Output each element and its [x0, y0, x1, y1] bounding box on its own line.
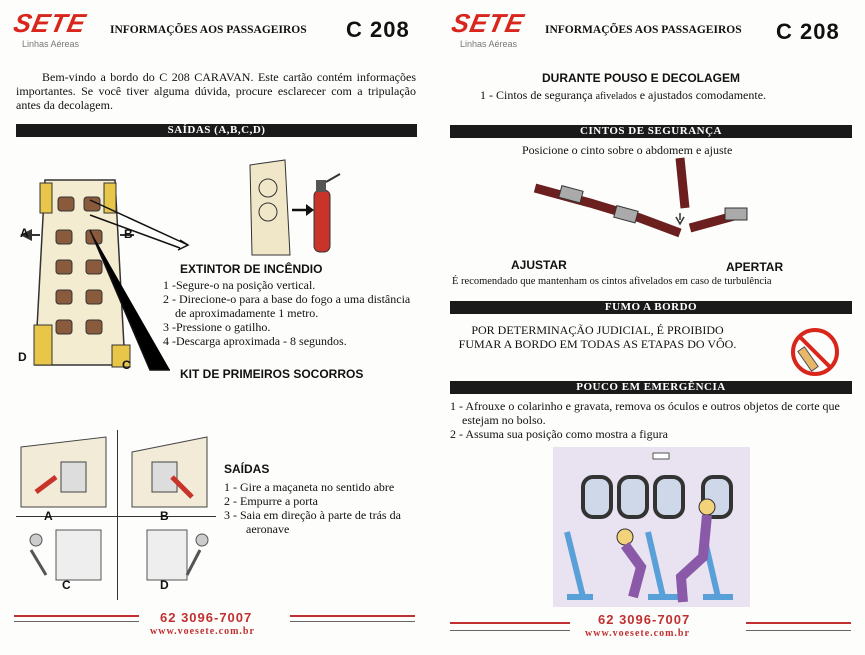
footer-rule	[14, 615, 139, 617]
emergency-step: 2 - Assuma sua posição como mostra a figura	[450, 427, 668, 441]
logo-brand: SETE	[10, 8, 90, 38]
landing-text-small: afivelados	[595, 91, 637, 102]
brace-position-illustration	[553, 447, 750, 607]
exit-panel-label-a: A	[44, 509, 53, 523]
extinguisher-step: 1 -Segure-o na posição vertical.	[163, 278, 316, 292]
cabin-label-c: C	[122, 358, 131, 372]
extinguisher-title: EXTINTOR DE INCÊNDIO	[180, 262, 323, 276]
website-link[interactable]: www.voesete.com.br	[150, 626, 255, 637]
seatbelts-instruction: Posicione o cinto sobre o abdomem e ajuste	[522, 143, 733, 157]
extinguisher-step: 3 -Pressione o gatilho.	[163, 320, 271, 334]
grid-divider-v	[117, 430, 118, 600]
first-aid-kit-label: KIT DE PRIMEIROS SOCORROS	[180, 367, 364, 381]
footer-rule	[746, 622, 851, 624]
page-title: INFORMAÇÕES AOS PASSAGEIROS	[545, 24, 742, 36]
phone-number: 62 3096-7007	[598, 612, 691, 627]
footer-rule	[450, 622, 570, 624]
adjust-label: AJUSTAR	[511, 258, 567, 272]
aircraft-code: C 208	[346, 17, 410, 42]
exit-illustration-b	[122, 432, 217, 512]
seatbelts-section-bar: CINTOS DE SEGURANÇA	[450, 125, 852, 138]
fasten-label: APERTAR	[726, 260, 784, 274]
exits-section-bar: SAÍDAS (A,B,C,D)	[16, 124, 417, 137]
emergency-section-bar: POUCO EM EMERGÊNCIA	[450, 381, 852, 394]
footer-rule	[746, 630, 851, 631]
seatbelt-illustration	[530, 158, 790, 250]
welcome-text: Bem-vindo a bordo do C 208 CARAVAN. Este cartão contém informações importantes. Se você tiver alguma dúvida, procure esclarecer com a tripulação antes da decolagem.	[16, 70, 416, 112]
exits-step: 3 - Saia em direção à parte de trás da aeronave	[224, 508, 401, 536]
page-title: INFORMAÇÕES AOS PASSAGEIROS	[110, 24, 307, 36]
cabin-label-b: B	[124, 227, 133, 241]
landing-text-main: 1 - Cintos de segurança	[480, 88, 593, 102]
aircraft-code: C 208	[776, 19, 840, 44]
exit-panel-label-b: B	[160, 509, 169, 523]
footer-rule	[290, 621, 415, 622]
cabin-label-a: A	[20, 226, 29, 240]
exit-illustration-d	[122, 520, 217, 595]
exits-title: SAÍDAS	[224, 462, 270, 476]
no-smoking-text: POR DETERMINAÇÃO JUDICIAL, É PROIBIDO FUMAR A BORDO EM TODAS AS ETAPAS DO VÔO.	[458, 323, 737, 351]
exit-panel-label-c: C	[62, 578, 71, 592]
seatbelts-note: É recomendado que mantenham os cintos afivelados em caso de turbulência	[452, 276, 772, 287]
extinguisher-step: 2 - Direcione-o para a base do fogo a uma distância de aproximadamente 1 metro.	[163, 292, 411, 320]
sete-logo-left	[10, 8, 90, 49]
extinguisher-steps	[163, 278, 413, 348]
logo-tagline: Linhas Aéreas	[22, 39, 80, 49]
cabin-label-d: D	[18, 350, 27, 364]
extinguisher-step: 4 -Descarga aproximada - 8 segundos.	[163, 334, 347, 348]
exit-panel-label-d: D	[160, 578, 169, 592]
footer-rule	[290, 615, 415, 617]
exits-step: 2 - Empurre a porta	[224, 494, 318, 508]
landing-text-end: e ajustados comodamente.	[639, 88, 767, 102]
emergency-steps	[450, 399, 850, 441]
logo-tagline: Linhas Aéreas	[460, 39, 518, 49]
exits-steps	[224, 480, 414, 536]
no-smoking-icon	[790, 327, 840, 377]
website-link[interactable]: www.voesete.com.br	[585, 628, 690, 639]
logo-brand: SETE	[448, 8, 528, 38]
phone-number: 62 3096-7007	[160, 610, 253, 625]
smoking-section-bar: FUMO A BORDO	[450, 301, 852, 314]
landing-title: DURANTE POUSO E DECOLAGEM	[542, 71, 741, 85]
landing-text	[480, 88, 766, 104]
footer-rule	[450, 630, 570, 631]
sete-logo-right	[448, 8, 528, 49]
emergency-step: 1 - Afrouxe o colarinho e gravata, remova os óculos e outros objetos de corte que estejam no bolso.	[450, 399, 840, 427]
fire-extinguisher-illustration	[240, 160, 360, 260]
footer-rule	[14, 621, 139, 622]
exit-illustration-a	[16, 432, 114, 512]
exits-step: 1 - Gire a maçaneta no sentido abre	[224, 480, 395, 494]
